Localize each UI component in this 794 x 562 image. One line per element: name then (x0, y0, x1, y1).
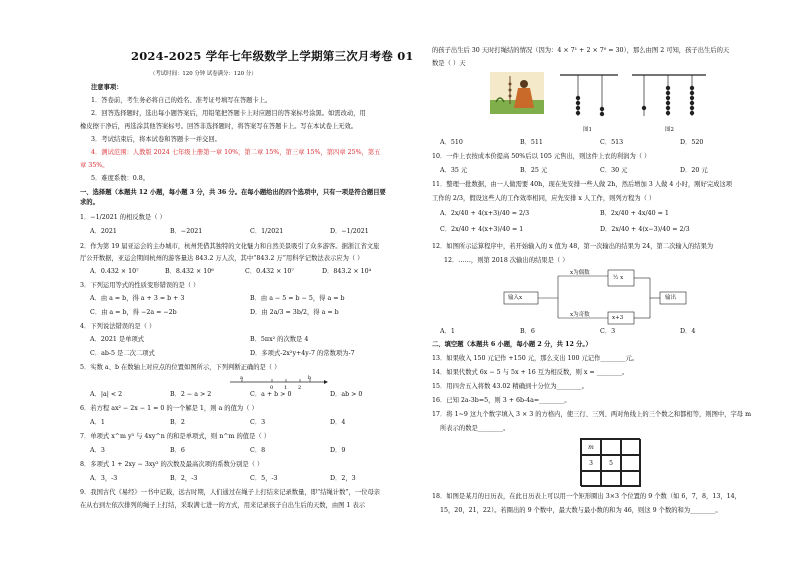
grid-cell (621, 471, 641, 487)
grid-cell (581, 471, 601, 487)
grid-cell: m (581, 439, 601, 455)
grid-cell: 3 (581, 455, 601, 471)
q15: 15．用四舍五入将数 43.02 精确到十分位为________。 (432, 383, 588, 390)
grid-cell (621, 455, 641, 471)
q12-opt-c: C．3 (600, 328, 616, 335)
q8-opt-d: D．2，3 (330, 475, 356, 482)
q16: 16．已知 2a-3b=5，则 3 + 6b-4a=________。 (432, 397, 571, 404)
q4-stem: 4．下列说法错误的是（ ） (80, 323, 156, 330)
q6-opt-d: D．4 (330, 419, 346, 426)
q9-opt-b: B．511 (520, 139, 543, 146)
page-title: 2024-2025 学年七年级数学上学期第三次月考卷 01 (131, 49, 414, 63)
q1-stem: 1．−1/2021 的相反数是（ ） (80, 214, 166, 221)
q2-stem: 2．作为第 19 届亚运会的主办城市，杭州凭借其独特的文化魅力和自然美景吸引了众多游客。据浙江省文旅 (80, 243, 380, 250)
svg-text:0: 0 (270, 385, 274, 391)
q5-stem: 5．实数 a、b 在数轴上对应点的位置如图所示，下列判断正确的是（ ） (80, 364, 281, 371)
figure-1-label: 图1 (583, 127, 592, 133)
q6-opt-a: A．1 (90, 419, 105, 426)
q3-stem: 3．下列运用等式的性质变形错误的是（ ） (80, 282, 200, 289)
q6-opt-b: B．2 (170, 419, 185, 426)
q5-opt-a: A．|a| < 2 (90, 391, 123, 398)
q5-opt-c: C．a + b > 0 (250, 391, 292, 398)
q3-opt-b: B．由 a − 5 = b − 5，得 a = b (250, 295, 345, 302)
grid-cell (621, 439, 641, 455)
q5-opt-d: D．ab > 0 (330, 391, 363, 398)
q4-opt-b: B．5πx² 的次数是 4 (250, 336, 309, 343)
flow-plus3-label: x+3 (612, 315, 624, 321)
q9-opt-d: D．520 (680, 139, 704, 146)
knot-woman-illustration (490, 72, 544, 114)
q18b: 15，20，21，22）。若圈出的 9 个数中，最大数与最小数的和为 46，则这 9 个数的和为________。 (440, 507, 722, 514)
q13: 13．如果收入 150 元记作 +150 元，那么支出 100 元记作________元。 (432, 355, 639, 362)
q8-opt-c: C．5，-3 (250, 475, 278, 482)
q2-opt-a: A．0.432 × 10⁷ (90, 268, 139, 275)
q4-opt-c: C．ab-5 是二次二项式 (90, 350, 155, 357)
q11-opt-a: A．2x/40 + 4(x+3)/40 = 2/3 (440, 210, 530, 217)
q11-opt-c: C．2x/40 + 4(x+3)/40 = 1 (440, 226, 524, 233)
q17: 17．将 1~9 这九个数字填入 3 × 3 的方格内，使三行、三列、两对角线上的三个数之和都相等，则图中，字母 m (432, 411, 752, 418)
flow-output-label: 输出 (665, 295, 677, 301)
notice-heading: 注意事项： (91, 84, 123, 91)
q11-opt-b: B．2x/40 + 4x/40 = 1 (600, 210, 669, 217)
notice-5: 5．难度系数：0.8。 (91, 175, 150, 182)
q7-opt-d: D．9 (330, 447, 346, 454)
svg-text:b: b (308, 375, 312, 381)
q9-opt-c: C．513 (600, 139, 624, 146)
q12-opt-b: B．6 (520, 328, 535, 335)
magic-square-grid (580, 438, 640, 486)
q8-opt-b: B．2，-3 (170, 475, 198, 482)
grid-cell (601, 439, 621, 455)
svg-text:1: 1 (284, 385, 288, 391)
grid-cell: 5 (601, 455, 621, 471)
notice-4: 4．测试范围：人教版 2024 七年级上册第一章 10%，第二章 15%，第三章 15%，第四章 25%，第五 (91, 149, 381, 156)
notice-1: 1．答卷前，考生务必将自己的姓名、准考证号填写在答题卡上。 (91, 97, 272, 104)
q2-opt-d: D．843.2 × 10⁴ (322, 268, 372, 275)
q10-opt-d: D．20 元 (680, 167, 708, 174)
q6-opt-c: C．3 (250, 419, 266, 426)
q2-opt-b: B．8.432 × 10⁶ (165, 268, 214, 275)
q4-opt-a: A．2021 是单项式 (90, 336, 145, 343)
q2-stem-2: 厅公开数据，亚运会期间杭州的游客量达 843.2 万人次，其中“843.2 万”用科学记数法表示应为（ ） (80, 255, 364, 262)
q1-opt-b: B．−2021 (170, 228, 203, 235)
q8-opt-a: A．3，-3 (90, 475, 118, 482)
section2-heading: 二、填空题（本题共 6 小题，每小题 2 分，共 12 分。） (432, 341, 592, 348)
q7-opt-a: A．3 (90, 447, 105, 454)
q12-stem: 12．如图所示运算程序中，若开始输入的 x 值为 48，第一次输出的结果为 24，第二次输入的结果为 (432, 243, 714, 250)
flow-odd-label: x为奇数 (570, 312, 590, 318)
q7-opt-b: B．6 (170, 447, 185, 454)
figure-1-knots (558, 72, 620, 128)
svg-text:a: a (240, 375, 243, 381)
q6-stem: 6．若方程 ax² − 2x − 1 = 0 的一个解是 1，则 a 的值为（ ） (80, 405, 258, 412)
q14: 14．如果代数式 6x − 5 与 5x + 16 互为相反数，则 x = ________。 (432, 369, 629, 376)
notice-2: 2．回答选择题时，选出每小题答案后，用铅笔把答题卡上对应题目的答案标号涂黑。如需改动，用 (91, 110, 366, 117)
q11-stem-2: 工作的 2/3，假设这些人的工作效率相同，应先安排 x 人工作，则列方程为（ ） (432, 195, 656, 202)
grid-cell (601, 471, 621, 487)
section1-heading: 一、选择题（本题共 12 小题，每小题 3 分，共 36 分。在每小题给出的四个选项中，只有一项是符合题目要 (80, 189, 386, 196)
flow-half-label: ½ x (613, 275, 624, 281)
q7-stem: 7．单项式 x^m y³ 与 4xy^n 的和是单项式，则 n^m 的值是（ ） (80, 433, 270, 440)
q3-opt-c: C．由 a = b，得 −2a = −2b (90, 309, 177, 316)
flow-even-label: x为偶数 (570, 270, 590, 276)
svg-text:2: 2 (298, 385, 302, 391)
q8-stem: 8．多项式 1 + 2xy − 3xy² 的次数及最高次项的系数分别是（ ） (80, 461, 264, 468)
q9-opt-a: A．510 (440, 139, 463, 146)
q10-stem: 10．一件上衣按成本价提高 50%后以 105 元售出，则这件上衣的利润为（ ） (432, 153, 651, 160)
q10-opt-a: A．35 元 (440, 167, 468, 174)
exam-info: （考试时间：120 分钟 试卷满分：120 分） (150, 71, 257, 77)
q1-opt-a: A．2021 (90, 228, 117, 235)
q1-opt-d: D．−1/2021 (330, 228, 369, 235)
section1-heading-2: 求的。 (80, 199, 99, 206)
q5-opt-b: B．2 − a > 2 (170, 391, 212, 398)
q1-opt-c: C．1/2021 (250, 228, 284, 235)
q12-opt-a: A．1 (440, 328, 455, 335)
q9-stem-2: 在从右到左依次排列的绳子上打结，采取满七进一的方式，用来记录孩子自出生后的天数，由图 1 表示 (80, 502, 366, 509)
notice-3: 3．考试结束后，将本试卷和答题卡一并交回。 (91, 136, 221, 143)
q4-opt-d: D．多项式-2x²y+4y-7 的常数项为-7 (250, 350, 355, 357)
flow-input-label: 输入x (508, 295, 523, 301)
q12-opt-d: D．4 (680, 328, 696, 335)
q7-opt-c: C．8 (250, 447, 266, 454)
q10-opt-b: B．25 元 (520, 167, 548, 174)
q12-stem-2: 12．……，则第 2018 次输出的结果是（ ） (444, 257, 569, 264)
notice-4b: 章 35%。 (80, 162, 109, 169)
q3-opt-a: A．由 a = b，得 a + 3 = b + 3 (90, 295, 185, 302)
q11-opt-d: D．2x/40 + 4(x−3)/40 = 2/3 (600, 226, 690, 233)
q17b: 所表示的数是________。 (440, 425, 510, 432)
q10-opt-c: C．30 元 (600, 167, 628, 174)
notice-2b: 橡皮擦干净后，再选涂其他答案标号。回答非选择题时，将答案写在答题卡上。写在本试卷上无效。 (80, 123, 358, 130)
figure-2-label: 图2 (665, 127, 674, 133)
q11-stem: 11．整理一批数据，由一人做需要 40h，现在先安排一些人做 2h，然后增加 3 人做 4 小时，刚好完成这项 (432, 181, 733, 188)
q3-opt-d: D．由 2a/3 = 3b/2，得 a = b (250, 309, 339, 316)
q9-cont-2: 数是（ ）天 (432, 60, 466, 67)
q9-stem: 9．我国古代《易经》一书中记载，远古时期，人们通过在绳子上打结来记录数量，即“结绳计数”，一位母亲 (80, 489, 381, 496)
q9-cont: 的孩子出生后 30 天时打绳结的情况（因为：4 × 7¹ + 2 × 7⁰ = 30），那么由图 2 可知，孩子出生后的天 (432, 47, 730, 54)
q18: 18．如图是某月的日历表，在此日历表上可以用一个矩形圈出 3×3 个位置的 9 个数（如 6，7，8，13，14， (432, 493, 741, 500)
figure-2-knots (630, 72, 708, 128)
number-line-figure (228, 373, 328, 391)
q2-opt-c: C．0.432 × 10⁷ (245, 268, 294, 275)
